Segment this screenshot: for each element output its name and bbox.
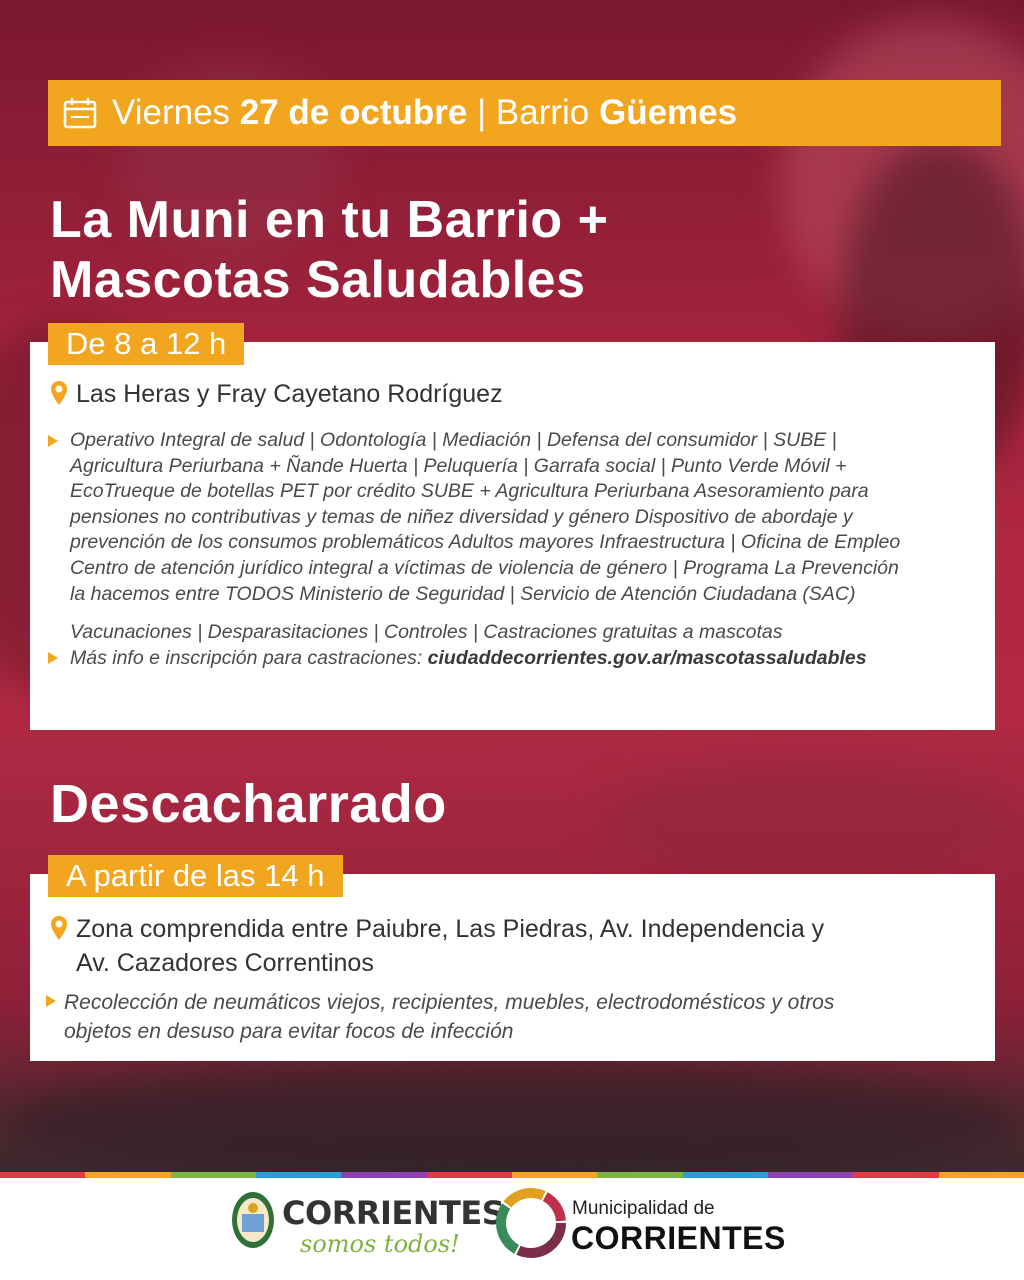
location-pin-icon: [50, 915, 68, 941]
info-prefix: Más info e inscripción para castraciones:: [70, 646, 428, 669]
event2-description: [64, 988, 834, 1046]
service-line: la hacemos entre TODOS Ministerio de Seguridad | Servicio de Atención Ciudadana (SAC): [70, 582, 856, 605]
event1-services: [70, 428, 900, 607]
event1-title: [50, 190, 609, 310]
date-prefix: Viernes: [112, 93, 240, 132]
date-banner: [48, 80, 1001, 146]
info-link[interactable]: ciudaddecorrientes.gov.ar/mascotassaludables: [427, 646, 867, 669]
province-slogan: somos todos!: [300, 1230, 460, 1258]
bullet-arrow-icon: [48, 652, 58, 664]
event1-location-text: Las Heras y Fray Cayetano Rodríguez: [76, 380, 503, 408]
calendar-icon: [62, 95, 98, 131]
event2-title: Descacharrado: [50, 774, 447, 834]
footer: [0, 1172, 1024, 1280]
service-line: EcoTrueque de botellas PET por crédito SUBE + Agricultura Periurbana Asesoramiento para: [70, 480, 869, 503]
event2-time-tag: A partir de las 14 h: [48, 855, 343, 897]
date-separator: | Barrio: [467, 93, 599, 132]
info-line: [70, 646, 867, 672]
pets-line: Vacunaciones | Desparasitaciones | Controles | Castraciones gratuitas a mascotas: [70, 621, 783, 643]
event1-time-tag: De 8 a 12 h: [48, 323, 244, 365]
event1-pets: [70, 620, 867, 671]
event2-desc-line2: objetos en desuso para evitar focos de infección: [64, 1020, 514, 1043]
municipality-logo-icon: [496, 1188, 566, 1258]
municipality-line1: Municipalidad de: [572, 1198, 715, 1219]
barrio-name: Güemes: [598, 93, 738, 132]
province-shield-icon: [230, 1190, 276, 1250]
service-line: pensiones no contributivas y temas de niñez diversidad y género Dispositivo de abordaje y: [70, 505, 853, 528]
color-stripe: [0, 1172, 1024, 1178]
bullet-arrow-icon: [48, 435, 58, 447]
province-name: CORRIENTES: [282, 1194, 505, 1232]
event2-desc-line1: Recolección de neumáticos viejos, recipientes, muebles, electrodomésticos y otros: [64, 991, 835, 1014]
date-day: 27 de octubre: [239, 93, 468, 132]
event2-location-line1: Zona comprendida entre Paiubre, Las Piedras, Av. Independencia y: [76, 915, 825, 943]
event1-title-line1: La Muni en tu Barrio +: [50, 191, 609, 249]
event2-location: [50, 912, 824, 980]
bullet-arrow-icon: [46, 995, 56, 1007]
municipality-line2: CORRIENTES: [571, 1220, 786, 1256]
service-line: Centro de atención jurídico integral a víctimas de violencia de género | Programa La Prevención: [70, 556, 899, 579]
event1-location: [50, 380, 503, 409]
event1-title-line2: Mascotas Saludables: [50, 251, 586, 309]
location-pin-icon: [50, 380, 68, 406]
service-line: prevención de los consumos problemáticos Adultos mayores Infraestructura | Oficina de Empleo: [70, 531, 901, 554]
event2-card: [30, 874, 995, 1061]
service-line: Agricultura Periurbana + Ñande Huerta | Peluquería | Garrafa social | Punto Verde Móvil +: [70, 454, 847, 477]
event2-location-line2: Av. Cazadores Correntinos: [76, 949, 374, 977]
service-line: Operativo Integral de salud | Odontología | Mediación | Defensa del consumidor | SUBE |: [70, 429, 837, 451]
event1-card: [30, 342, 995, 730]
